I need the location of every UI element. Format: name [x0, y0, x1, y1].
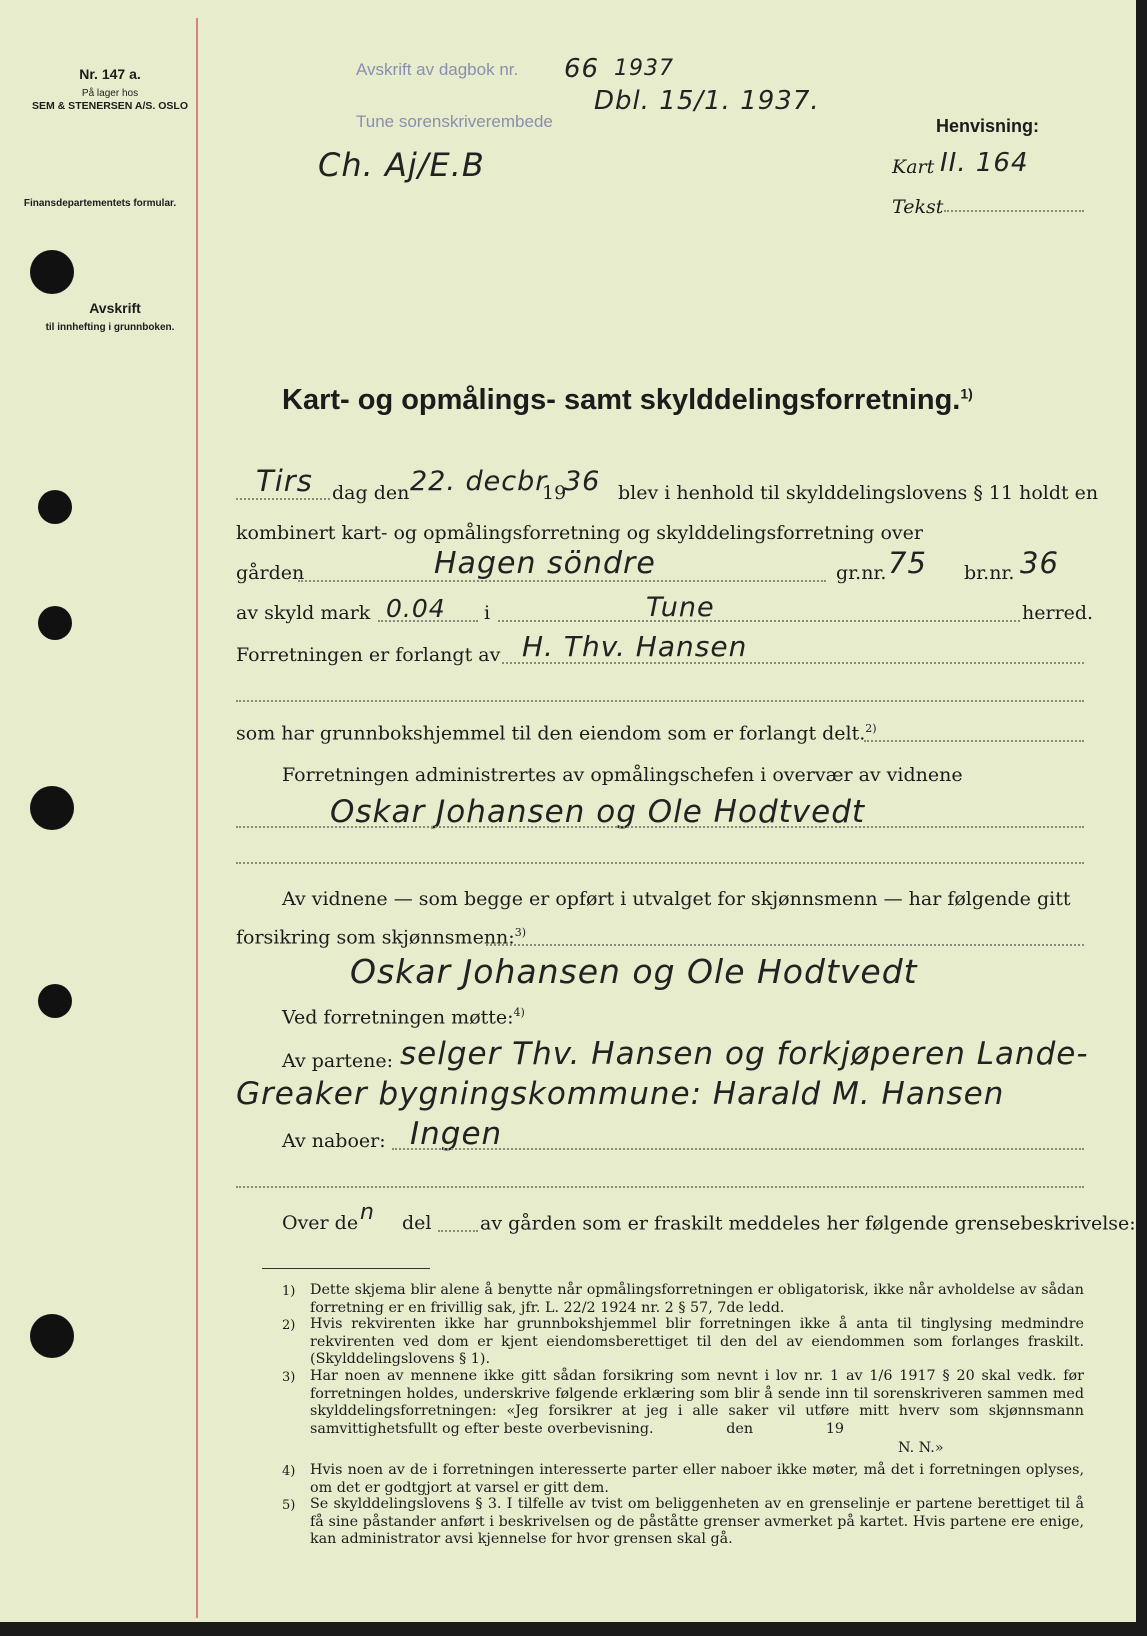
footnote-3-signature: N. N.» — [898, 1440, 944, 1456]
punch-hole — [38, 606, 72, 640]
form-title-text: Kart- og opmålings- samt skylddelingsforretning. — [282, 384, 961, 416]
date-value: 22. decbr — [410, 466, 548, 497]
partene-value-line1: selger Thv. Hansen og forkjøperen Lande- — [400, 1036, 1089, 1072]
grunnbok-footnote-ref: 2) — [865, 722, 877, 735]
punch-hole — [38, 490, 72, 524]
forsikring-dotted-line — [486, 944, 1084, 946]
avskrift-title: Avskrift — [89, 300, 141, 316]
stamp-year-handwritten: 1937 — [614, 56, 674, 81]
brnr-value: 36 — [1020, 546, 1059, 580]
garden-label: gården — [236, 562, 305, 584]
over-label2: del — [402, 1212, 432, 1234]
stamp-date-handwritten: Dbl. 15/1. 1937. — [594, 86, 820, 116]
publisher-line1: På lager hos — [81, 88, 139, 99]
vidner-text-line2 — [236, 926, 526, 948]
intro-text: blev i henhold til skylddelingslovens § 11 holdt en — [618, 482, 1099, 504]
stamp-line1: Avskrift av dagbok nr. — [356, 60, 519, 79]
over-label3-body: av gården som er fraskilt meddeles her følgende grensebeskrivelse: — [480, 1212, 1136, 1235]
vidner-dotted-line — [236, 826, 1084, 828]
tekst-dotted-line — [944, 210, 1084, 212]
tekst-label: Tekst — [892, 196, 944, 218]
punch-hole — [30, 1314, 74, 1358]
reference-label: Henvisning: — [936, 116, 1040, 136]
intro-text-line2: kombinert kart- og opmålingsforretning og skylddelingsforretning over — [236, 522, 923, 544]
footnote-4-text: Hvis noen av de i forretningen interesserte parter eller naboer ikke møter, må det i forretningen oplyses, om det er godtgjort at varsel er gitt dem. — [310, 1462, 1084, 1496]
herred-dotted-line — [498, 620, 1020, 622]
stamp-note-handwritten: Ch. Aj/E.B — [318, 146, 485, 184]
avskrift-subtitle: til innhefting i grunnboken. — [45, 322, 175, 333]
partene-value-line2: Greaker bygningskommune: Harald M. Hansen — [236, 1076, 1005, 1112]
form-title — [282, 384, 973, 417]
skyld-dotted-line — [378, 620, 478, 622]
over-label1: Over de — [282, 1212, 359, 1234]
footnote-4-num: 4) — [282, 1464, 296, 1479]
mote-footnote-ref: 4) — [513, 1006, 525, 1019]
grunnbok-text — [236, 722, 877, 744]
footnote-2-text: Hvis rekvirenten ikke har grunnbokshjemmel blir forretningen ikke å anta til tinglysing medmindre rekvirenten ved dom er kjent eiendomsberettiget til den del av eiendommen som forlanges fraskilt. (Skylddelingslovens § 1). — [310, 1316, 1084, 1368]
skyld-label: av skyld mark — [236, 602, 371, 624]
naboer-value: Ingen — [410, 1116, 503, 1152]
over-label3 — [480, 1212, 1147, 1234]
form-title-footnote-ref: 1) — [960, 385, 973, 402]
mote-text-body: Ved forretningen møtte: — [282, 1006, 514, 1029]
stamp-line2: Tune sorenskriverembede — [356, 112, 553, 131]
naboer-dotted-line — [392, 1148, 1084, 1150]
vidner-footnote-ref: 3) — [514, 926, 526, 939]
garden-value: Hagen söndre — [434, 546, 656, 581]
punch-hole — [30, 250, 74, 294]
grunnbok-dotted-line — [864, 740, 1084, 742]
footnote-1-text: Dette skjema blir alene å benytte når opmålingsforretningen er obligatorisk, ikke når avholdelse av sådan forretning er en frivillig sak, jfr. L. 22/2 1924 nr. 2 § 57, 7de ledd. — [310, 1282, 1084, 1316]
over-dotted-line — [438, 1230, 478, 1232]
punch-hole — [30, 786, 74, 830]
over-footnote-ref: 5) — [1135, 1212, 1147, 1225]
year-prefix: 19 — [542, 482, 567, 504]
forlangt-label: Forretningen er forlangt av — [236, 644, 501, 666]
margin-line — [196, 18, 198, 1618]
weekday-value: Tirs — [256, 464, 313, 498]
form-number: Nr. 147 a. — [79, 66, 141, 82]
footnote-3-num: 3) — [282, 1370, 296, 1385]
formular-label: Finansdepartementets formular. — [23, 198, 177, 209]
partene-label: Av partene: — [282, 1050, 394, 1072]
vidner-dotted-line2 — [236, 862, 1084, 864]
herred-label: herred. — [1022, 602, 1094, 624]
punch-hole — [38, 984, 72, 1018]
dag-den-label: dag den — [332, 482, 410, 504]
mote-text — [282, 1006, 525, 1028]
forsikring-value: Oskar Johansen og Ole Hodtvedt — [350, 952, 918, 991]
grunnbok-text-body: som har grunnbokshjemmel til den eiendom som er forlangt delt. — [236, 722, 866, 745]
herred-value: Tune — [646, 592, 715, 623]
brnr-label: br.nr. — [964, 562, 1015, 584]
kart-label: Kart — [892, 156, 935, 178]
i-label: i — [484, 602, 491, 624]
grnr-value: 75 — [888, 546, 927, 580]
vidner-text-line2-body: forsikring som skjønnsmenn: — [236, 926, 515, 949]
naboer-label: Av naboer: — [282, 1130, 386, 1152]
footnote-5-text: Se skylddelingslovens § 3. I tilfelle av tvist om beliggenheten av en grenselinje er partene berettiget til å få sine påstander anført i beskrivelsen og de påståtte grenser avmerket på kartet. Hvis partene ere enige, kan administrator avsi kjennelse for hvor grensen skal gå. — [310, 1496, 1084, 1548]
publisher-line2: SEM & STENERSEN A/S. OSLO — [32, 100, 188, 112]
forlangt-dotted-line2 — [236, 700, 1084, 702]
year-value: 36 — [564, 466, 601, 497]
footnote-1-num: 1) — [282, 1284, 296, 1299]
footnote-rule — [262, 1268, 430, 1269]
stamp-nr-handwritten: 66 — [564, 54, 600, 84]
weekday-dotted-line — [236, 498, 330, 500]
footnote-2-num: 2) — [282, 1318, 296, 1333]
vidner-text-line1: Av vidnene — som begge er opført i utvalget for skjønnsmenn — har følgende gitt — [282, 888, 1071, 910]
grnr-label: gr.nr. — [836, 562, 887, 584]
footnote-3-text: Har noen av mennene ikke gitt sådan forsikring som nevnt i lov nr. 1 av 1/6 1917 § 20 skal vedk. før forretningen holdes, underskrive følgende erklæring som blir å sende inn til sorenskriveren sammen med skylddelingsforretningen: «Jeg forsikrer at jeg i alle saker vil utføre mitt hverv som skjønnsmann samvittighetsfullt og efter beste overbevisning. den 19 — [310, 1368, 1089, 1437]
over-value: n — [360, 1200, 375, 1225]
naboer-dotted-line2 — [236, 1186, 1084, 1188]
forlangt-value: H. Thv. Hansen — [522, 630, 748, 663]
vidner-value: Oskar Johansen og Ole Hodtvedt — [330, 794, 866, 830]
admin-text: Forretningen administrertes av opmålingschefen i overvær av vidnene — [282, 764, 963, 786]
skyld-value: 0.04 — [386, 594, 446, 623]
footnote-5-num: 5) — [282, 1498, 296, 1513]
kart-value: II. 164 — [940, 148, 1029, 178]
